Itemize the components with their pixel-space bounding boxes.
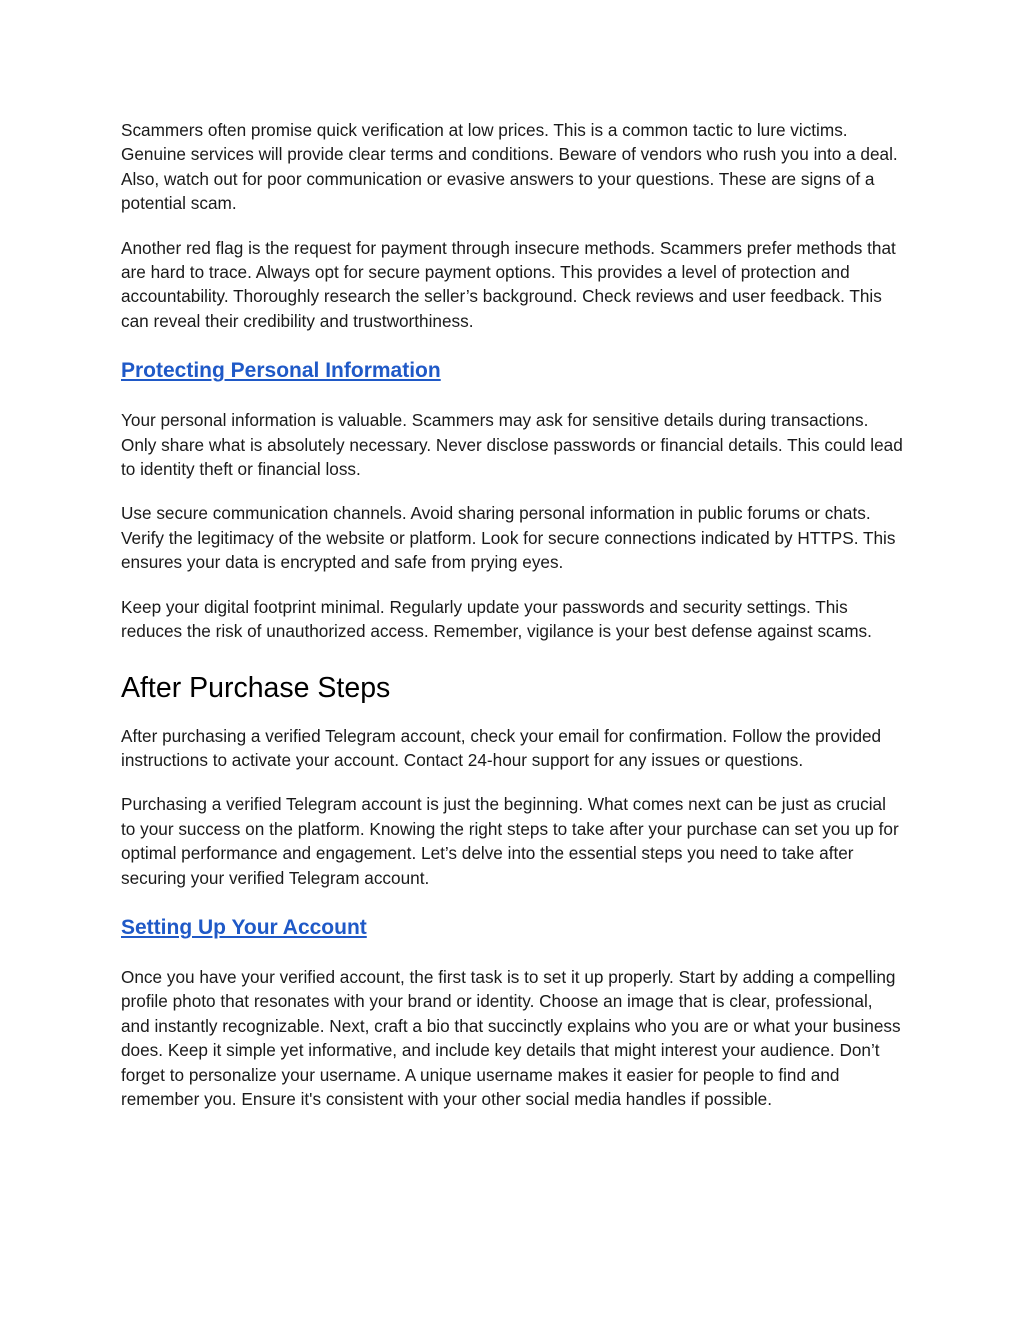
section-heading-protecting-personal-information — [121, 357, 905, 385]
section-heading-setting-up-your-account — [121, 914, 905, 942]
protecting-personal-information-link[interactable]: Protecting Personal Information — [121, 359, 441, 383]
paragraph-after-purchase-email: After purchasing a verified Telegram account, check your email for confirmation. Follow the provided instructions to activate your account. Contact 24-hour support for any issues or questions. — [121, 725, 882, 770]
paragraph-red-flag-payment: Another red flag is the request for payment through insecure methods. Scammers prefer methods that are hard to trace. Always opt for secure payment options. This provides a level of protection and accountability. Thoroughly research the seller’s background. Check reviews and user feedback. This can reveal their credibility and trustworthiness. — [121, 237, 896, 331]
paragraph-secure-channels: Use secure communication channels. Avoid sharing personal information in public forums or chats. Verify the legitimacy of the website or platform. Look for secure connections indicated by HTTPS. This ensures your data is encrypted and safe from prying eyes. — [121, 503, 896, 573]
paragraph-setup-details: Once you have your verified account, the first task is to set it up properly. Start by adding a compelling profile photo that resonates with your brand or identity. Choose an image that is clear, professional, and instantly recognizable. Next, craft a bio that succinctly explains who you are or what your business does. Keep it simple yet informative, and include key details that might interest your audience. Don’t forget to personalize your username. A unique username makes it easier for people to find and remember you. Ensure it's consistent with your other social media handles if possible. — [121, 966, 901, 1109]
setting-up-your-account-link[interactable]: Setting Up Your Account — [121, 915, 367, 939]
paragraph-scam-tactics: Scammers often promise quick verification at low prices. This is a common tactic to lure victims. Genuine services will provide clear terms and conditions. Beware of vendors who rush you into a deal. Also, watch out for poor communication or evasive answers to your questions. These are signs of a potential scam. — [121, 120, 898, 214]
paragraph-personal-info-valuable: Your personal information is valuable. Scammers may ask for sensitive details during transactions. Only share what is absolutely necessary. Never disclose passwords or financial details. This could lead to identity theft or financial loss. — [121, 410, 903, 480]
document-page — [121, 118, 905, 1111]
section-heading-after-purchase-steps: After Purchase Steps — [121, 671, 391, 704]
paragraph-digital-footprint: Keep your digital footprint minimal. Regularly update your passwords and security settings. This reduces the risk of unauthorized access. Remember, vigilance is your best defense against scams. — [121, 596, 872, 642]
paragraph-just-the-beginning: Purchasing a verified Telegram account is just the beginning. What comes next can be just as crucial to your success on the platform. Knowing the right steps to take after your purchase can set you up for optimal performance and engagement. Let’s delve into the essential steps you need to take after securing your verified Telegram account. — [121, 794, 899, 888]
